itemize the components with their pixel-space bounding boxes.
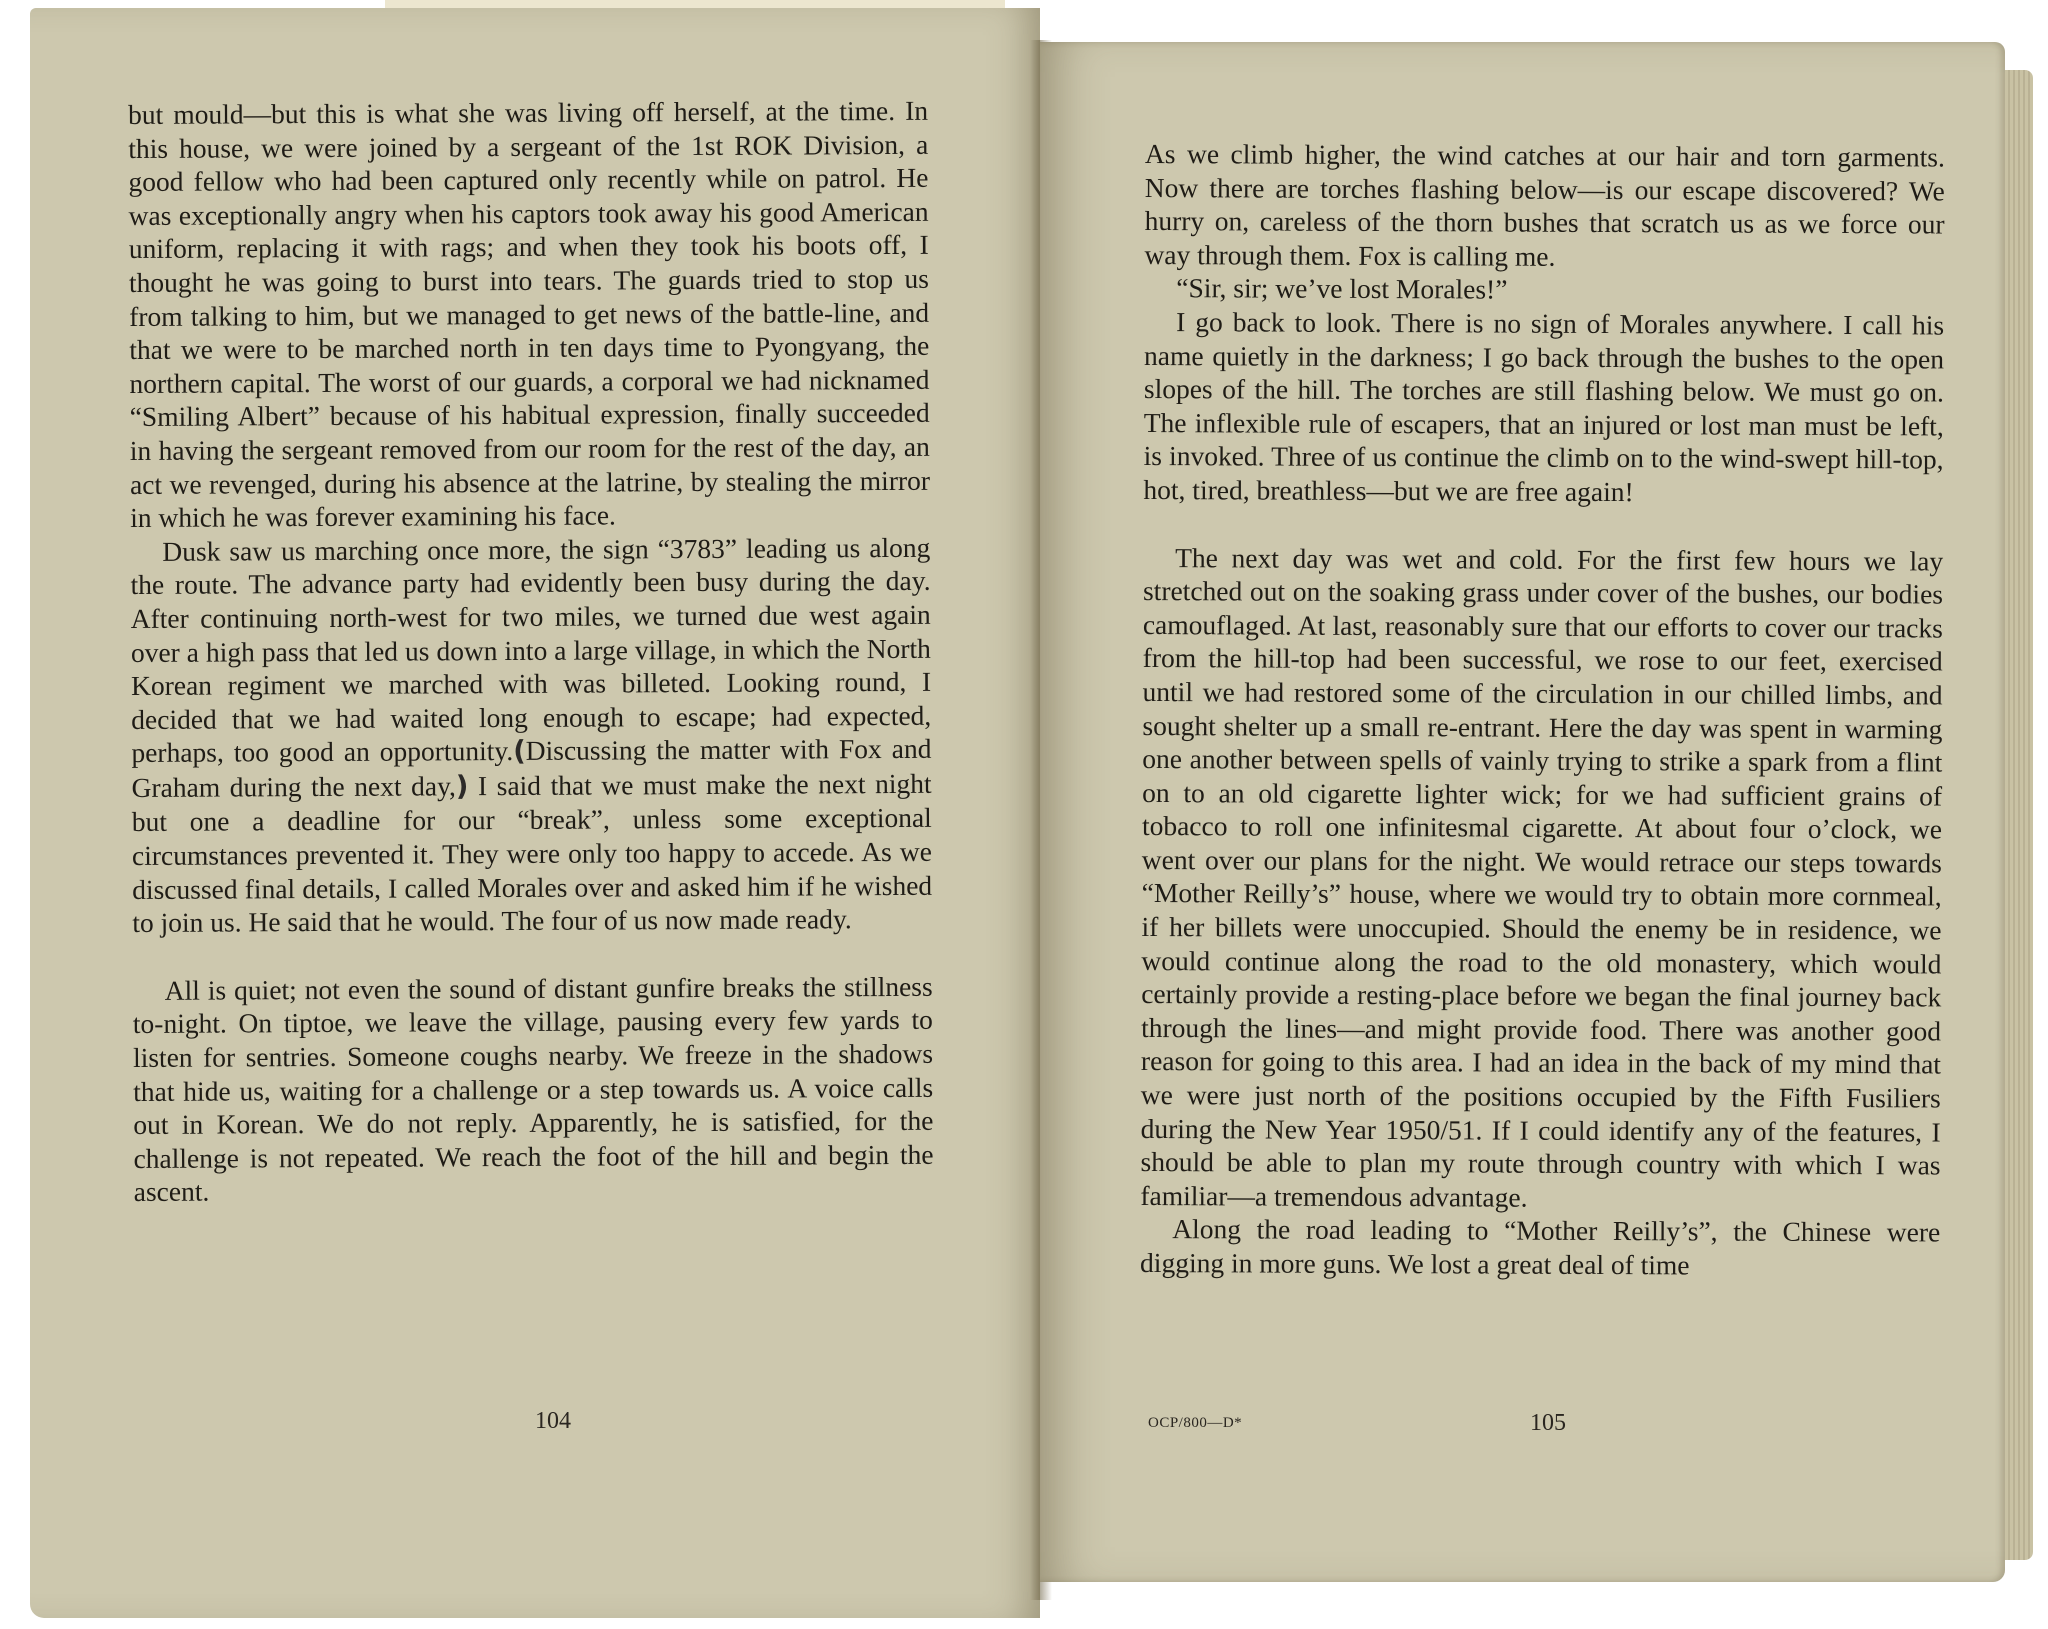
page-number: 104 xyxy=(535,1408,571,1434)
page-edges xyxy=(2005,70,2033,1560)
paragraph-part: Discussing the matter with Fox and Graham during the next day, xyxy=(131,733,932,803)
pencil-close-bracket: ) xyxy=(455,770,469,803)
paragraph-part: I said that we must make the next night but one a deadline for our “break”, unless some exceptional circumstances prevented it. They were only too happy to accede. As we discussed final details, I called Morales over and asked him if he wished to join us. He said that he would. The four of us now made ready. xyxy=(131,767,933,939)
page-number: 105 xyxy=(1530,1410,1566,1436)
paragraph-part: Dusk saw us marching once more, the sign “3783” leading us along the route. The advance party had evidently been busy during the day. After continuing north-west for two miles, we turned due west again over a high pass that led us down into a large village, in which the North Korean regiment we marched with was billeted. Looking round, I decided that we had waited long enough to escape; had expected, perhaps, too good an opportunity. xyxy=(130,531,932,769)
paragraph: All is quiet; not even the sound of distant gunfire breaks the stillness to-night. On tiptoe, we leave the village, pausing every few yards to listen for sentries. Someone coughs nearby. We freeze in the shadows that hide us, waiting for a challenge or a step towards us. A voice calls out in Korean. We do not reply. Apparently, he is satisfied, for the challenge is not repeated. We reach the foot of the hill and begin the ascent. xyxy=(132,970,934,1208)
right-page xyxy=(1040,42,2005,1582)
left-page xyxy=(30,8,1040,1618)
paragraph: As we climb higher, the wind catches at our hair and torn garments. Now there are torches flashing below—is our escape discovered? We hurry on, careless of the thorn bushes that scratch us as we force our way through them. Fox is calling me. xyxy=(1144,138,1945,272)
paragraph: I go back to look. There is no sign of Morales anywhere. I call his name quietly in the darkness; I go back through the bushes to the open slopes of the hill. The torches are still flashing below. We must go on. The inflexible rule of escapers, that an injured or lost man must be left, is invoked. Three of us continue the climb on to the wind-swept hill-top, hot, tired, breathless—but we are free again! xyxy=(1143,306,1945,508)
left-page-text xyxy=(128,94,934,1209)
paragraph: Along the road leading to “Mother Reilly’s”, the Chinese were digging in more guns. We lost a great deal of time xyxy=(1140,1213,1941,1281)
section-break xyxy=(1143,507,1943,544)
pencil-open-bracket: ( xyxy=(513,735,526,768)
paragraph: “Sir, sir; we’ve lost Morales!” xyxy=(1176,272,1508,305)
paragraph xyxy=(130,531,932,940)
paragraph: The next day was wet and cold. For the first few hours we lay stretched out on the soaking grass under cover of the bushes, our bodies camouflaged. At last, reasonably sure that our efforts to cover our tracks from the hill-top had been successful, we rose to our feet, exercised until we had restored some of the circulation in our chilled limbs, and sought shelter up a small re-entrant. Here the day was spent in warming one another between spells of vainly trying to strike a spark from a flint on to an old cigarette lighter wick; for we had sufficient grains of tobacco to roll one infinitesmal cigarette. At about four o’clock, we went over our plans for the night. We would retrace our steps towards “Mother Reilly’s” house, where we would try to obtain more cornmeal, if her billets were unoccupied. Should the enemy be in residence, we would continue along the road to the old monastery, which would certainly provide a resting-place before we began the final journey back through the lines—and might provide food. There was another good reason for going to this area. I had an idea in the back of my mind that we were just north of the positions occupied by the Fifth Fusiliers during the New Year 1950/51. If I could identify any of the features, I should be able to plan my route through country with which I was familiar—a tremendous advantage. xyxy=(1140,541,1944,1213)
paragraph: but mould—but this is what she was living off herself, at the time. In this house, we were joined by a sergeant of the 1st ROK Division, a good fellow who had been captured only recently while on patrol. He was exceptionally angry when his captors took away his good American uniform, replacing it with rags; and when they took his boots off, I thought he was going to burst into tears. The guards tried to stop us from talking to him, but we managed to get news of the battle-line, and that we were to be marched north in ten days time to Pyongyang, the northern capital. The worst of our guards, a corporal we had nicknamed “Smiling Albert” because of his habitual expression, finally succeeded in having the sergeant removed from our room for the rest of the day, an act we revenged, during his absence at the latrine, by stealing the mirror in which he was forever examining his face. xyxy=(128,94,931,534)
section-break xyxy=(132,936,932,974)
printer-signature-mark: OCP/800—D* xyxy=(1148,1415,1243,1431)
right-page-text xyxy=(1140,137,1945,1283)
